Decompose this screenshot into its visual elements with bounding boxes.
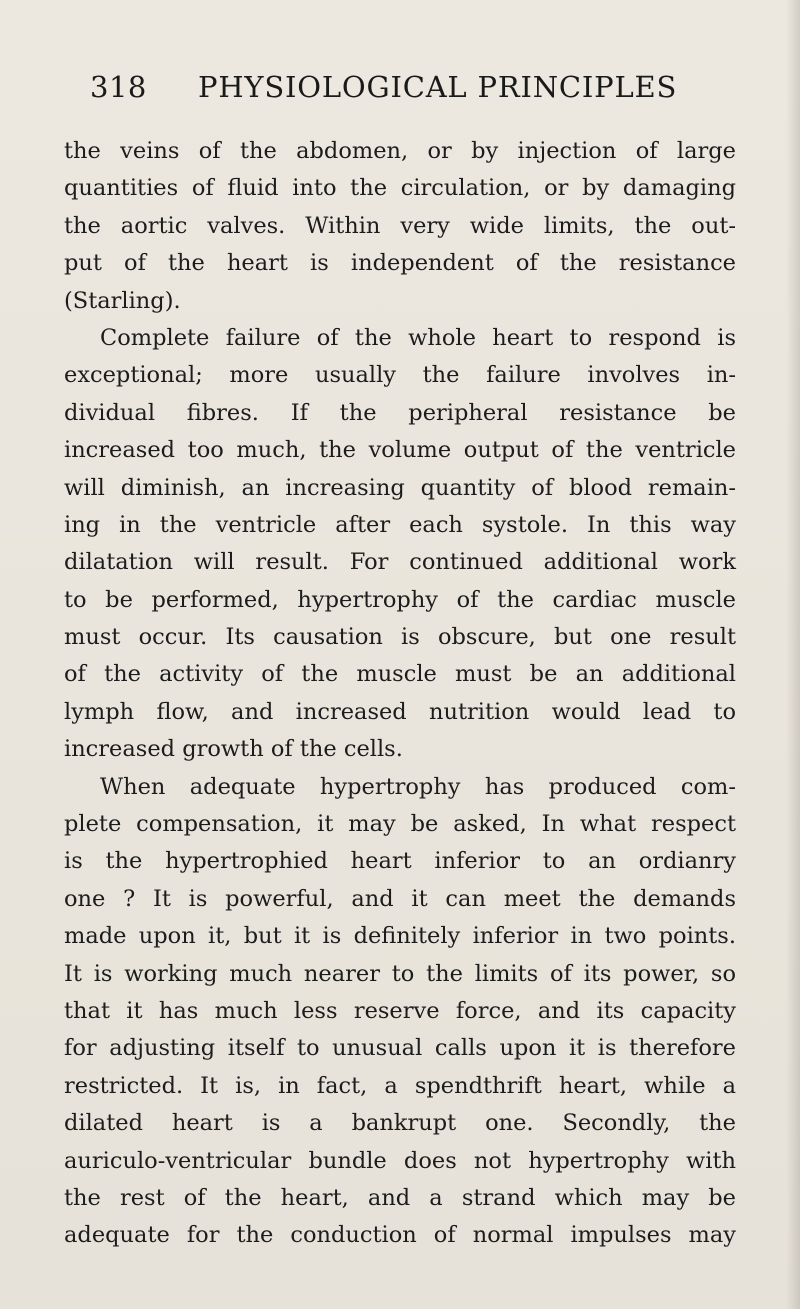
page-number: 318	[90, 70, 147, 104]
text-line: put of the heart is independent of the resistance	[64, 250, 736, 277]
text-line: that it has much less reserve force, and its capacity	[64, 997, 736, 1024]
text-line: increased growth of the cells.	[64, 736, 403, 763]
text-line: dividual fibres. If the peripheral resistance be	[64, 399, 736, 426]
text-line: for adjusting itself to unusual calls upon it is therefore	[64, 1035, 736, 1062]
text-line: the veins of the abdomen, or by injection of large	[64, 138, 736, 164]
text-line: When adequate hypertrophy has produced com-	[100, 773, 736, 800]
body-text	[64, 133, 736, 1255]
text-line: dilated heart is a bankrupt one. Secondly, the	[64, 1110, 736, 1137]
text-line: is the hypertrophied heart inferior to an ordianry	[64, 848, 736, 875]
text-line: dilatation will result. For continued additional work	[64, 549, 736, 576]
text-line: to be performed, hypertrophy of the cardiac muscle	[64, 586, 736, 613]
text-line: adequate for the conduction of normal impulses may	[64, 1222, 736, 1249]
text-line: the rest of the heart, and a strand which may be	[64, 1184, 736, 1211]
text-line: one ? It is powerful, and it can meet the demands	[64, 885, 736, 912]
text-line: Complete failure of the whole heart to respond is	[100, 324, 736, 351]
page-header	[90, 64, 750, 108]
text-line: restricted. It is, in fact, a spendthrift heart, while a	[64, 1072, 736, 1099]
text-line: must occur. Its causation is obscure, but one result	[64, 624, 736, 651]
text-line: the aortic valves. Within very wide limits, the out-	[64, 212, 736, 239]
text-line: auriculo-ventricular bundle does not hypertrophy with	[64, 1147, 736, 1174]
text-line: ing in the ventricle after each systole. In this way	[64, 511, 736, 538]
text-line: plete compensation, it may be asked, In what respect	[64, 811, 736, 838]
text-line: quantities of fluid into the circulation, or by damaging	[64, 175, 736, 202]
text-line: made upon it, but it is definitely inferior in two points.	[64, 923, 736, 950]
text-line: of the activity of the muscle must be an additional	[64, 661, 736, 688]
text-line: will diminish, an increasing quantity of blood remain-	[64, 474, 736, 501]
page-edge-shadow	[786, 0, 800, 1309]
text-line: It is working much nearer to the limits of its power, so	[64, 960, 736, 987]
text-line: increased too much, the volume output of the ventricle	[64, 437, 736, 464]
text-line: exceptional; more usually the failure involves in-	[64, 362, 736, 389]
running-title: PHYSIOLOGICAL PRINCIPLES	[198, 70, 678, 104]
text-line: (Starling).	[64, 287, 181, 314]
text-line: lymph flow, and increased nutrition would lead to	[64, 698, 736, 725]
